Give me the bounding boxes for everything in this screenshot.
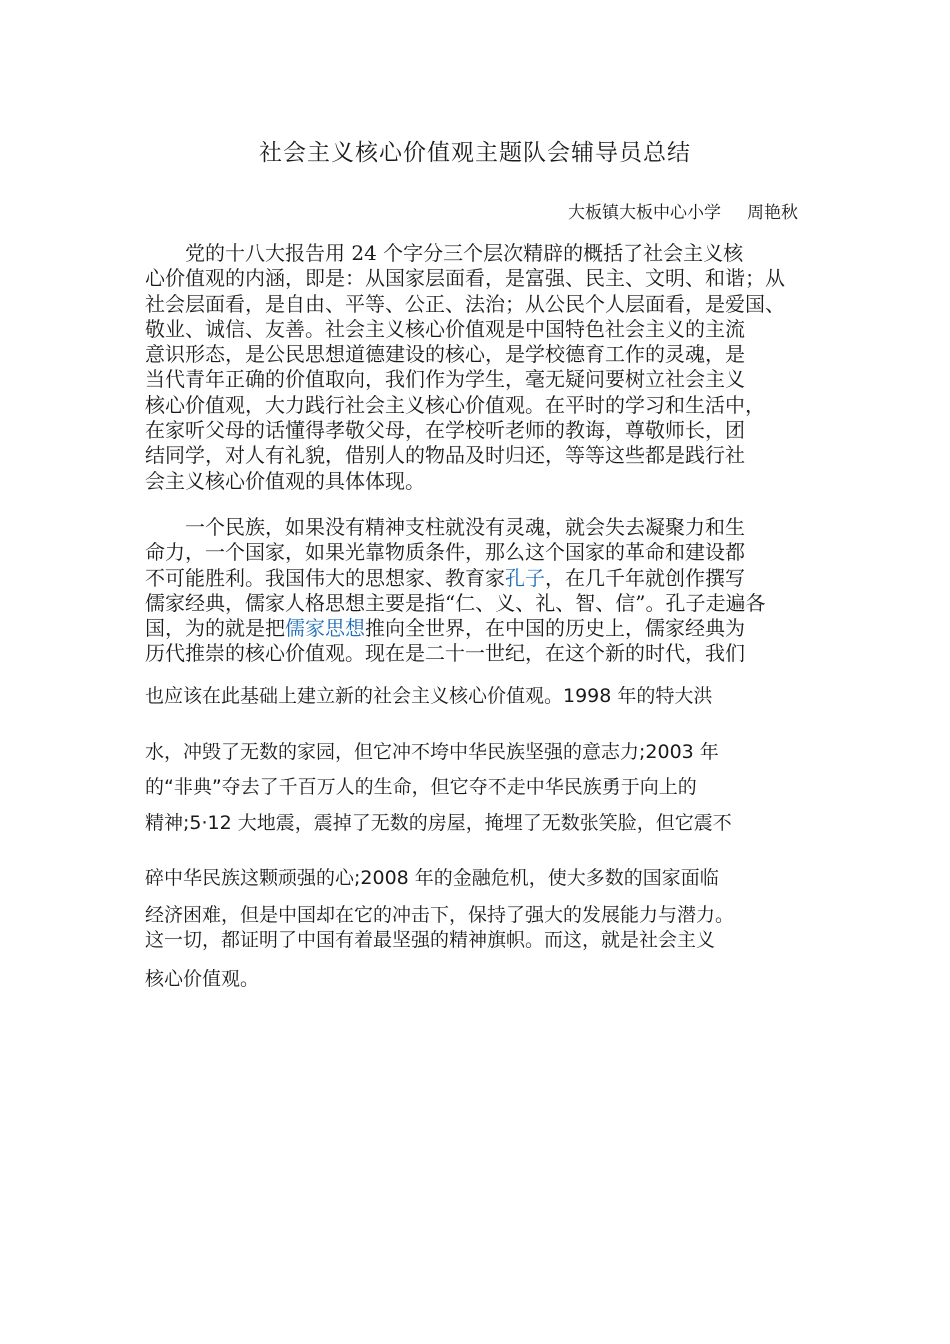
paragraph-line: 碎中华民族这颗顽强的心;2008 年的金融危机，使大多数的国家面临 — [145, 866, 719, 889]
paragraph-line: 核心价值观。 — [145, 967, 260, 990]
paragraph-line: 一个民族，如果没有精神支柱就没有灵魂，就会失去凝聚力和生 — [185, 515, 745, 539]
byline — [568, 198, 798, 223]
paragraph-line — [145, 616, 825, 641]
text-run: 推向全世界，在中国的历史上，儒家经典为 — [365, 616, 745, 641]
document-title: 社会主义核心价值观主题队会辅导员总结 — [259, 140, 691, 166]
confucius-link[interactable]: 孔子 — [505, 565, 545, 590]
text-run: 不可能胜利。我国伟大的思想家、教育家 — [145, 565, 505, 590]
paragraph-line: 这一切，都证明了中国有着最坚强的精神旗帜。而这，就是社会主义 — [145, 928, 716, 951]
author-name: 周艳秋 — [747, 203, 798, 223]
paragraph-line: 经济困难，但是中国却在它的冲击下，保持了强大的发展能力与潜力。 — [145, 903, 735, 926]
paragraph-line: 的“非典”夺去了千百万人的生命，但它夺不走中华民族勇于向上的 — [145, 775, 697, 798]
paragraph-line: 历代推崇的核心价值观。现在是二十一世纪，在这个新的时代，我们 — [145, 641, 745, 666]
paragraph-line: 水，冲毁了无数的家园，但它冲不垮中华民族坚强的意志力;2003 年 — [145, 740, 719, 763]
paragraph-line: 敬业、诚信、友善。社会主义核心价值观是中国特色社会主义的主流 — [145, 316, 745, 341]
paragraph-1 — [145, 241, 825, 494]
paragraph-line: 命力，一个国家，如果光靠物质条件，那么这个国家的革命和建设都 — [145, 540, 745, 565]
paragraph-line: 结同学，对人有礼貌，借别人的物品及时归还，等等这些都是践行社 — [145, 443, 745, 468]
paragraph-2 — [145, 515, 825, 988]
paragraph-line: 也应该在此基础上建立新的社会主义核心价值观。1998 年的特大洪 — [145, 684, 713, 707]
paragraph-line: 党的十八大报告用 24 个字分三个层次精辟的概括了社会主义核 — [185, 241, 744, 265]
paragraph-line: 当代青年正确的价值取向，我们作为学生，毫无疑问要树立社会主义 — [145, 367, 745, 392]
paragraph-line: 在家听父母的话懂得孝敬父母，在学校听老师的教诲，尊敬师长，团 — [145, 418, 745, 443]
paragraph-line: 心价值观的内涵，即是：从国家层面看，是富强、民主、文明、和谐；从 — [145, 266, 785, 291]
paragraph-line — [145, 566, 825, 591]
confucianism-link[interactable]: 儒家思想 — [285, 616, 365, 641]
paragraph-line: 精神;5·12 大地震，震掉了无数的房屋，掩埋了无数张笑脸，但它震不 — [145, 811, 732, 834]
text-run: 国，为的就是把 — [145, 616, 285, 641]
paragraph-line: 社会层面看，是自由、平等、公正、法治；从公民个人层面看，是爱国、 — [145, 291, 785, 316]
school-name: 大板镇大板中心小学 — [568, 203, 721, 223]
paragraph-line: 意识形态，是公民思想道德建设的核心，是学校德育工作的灵魂，是 — [145, 342, 745, 367]
text-run: ，在几千年就创作撰写 — [545, 565, 745, 590]
paragraph-line: 核心价值观，大力践行社会主义核心价值观。在平时的学习和生活中， — [145, 392, 765, 417]
paragraph-line: 儒家经典，儒家人格思想主要是指“仁、义、礼、智、信”。孔子走遍各 — [145, 590, 766, 615]
paragraph-line: 会主义核心价值观的具体体现。 — [145, 468, 425, 493]
